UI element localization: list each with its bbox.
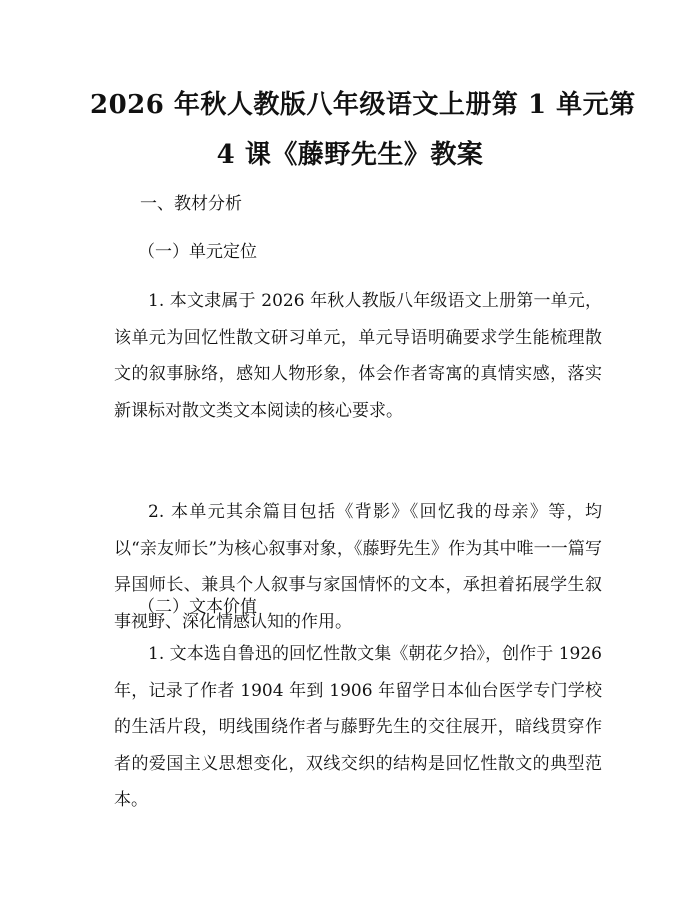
paragraph-unit-positioning-1: 1. 本文隶属于 2026 年秋人教版八年级语文上册第一单元，该单元为回忆性散文研习单元，单元导语明确要求学生能梳理散文的叙事脉络，感知人物形象，体会作者寄寓的真情实感，落实新课标对散文类文本阅读的核心要求。 <box>114 291 602 421</box>
section-heading-textbook-analysis: 一、教材分析 <box>140 194 242 214</box>
subsection-heading-text-value: （二）文本价值 <box>138 597 257 617</box>
paragraph-unit-positioning-2: 2. 本单元其余篇目包括《背影》《回忆我的母亲》等，均以“亲友师长”为核心叙事对象，《藤野先生》作为其中唯一一篇写异国师长、兼具个人叙事与家国情怀的文本，承担着拓展学生叙事视野、深化情感认知的作用。 <box>114 502 602 632</box>
document-title-line-2: 4 课《藤野先生》教案 <box>216 140 484 170</box>
subsection-heading-unit-positioning: （一）单元定位 <box>138 242 257 262</box>
document-title-line-1: 2026 年秋人教版八年级语文上册第 1 单元第 <box>90 90 636 120</box>
paragraph-text-value-1: 1. 文本选自鲁迅的回忆性散文集《朝花夕拾》，创作于 1926 年，记录了作者 1904 年到 1906 年留学日本仙台医学专门学校的生活片段，明线围绕作者与藤野先生的交往展开，暗线贯穿作者的爱国主义思想变化，双线交织的结构是回忆性散文的典型范本。 <box>114 644 602 810</box>
